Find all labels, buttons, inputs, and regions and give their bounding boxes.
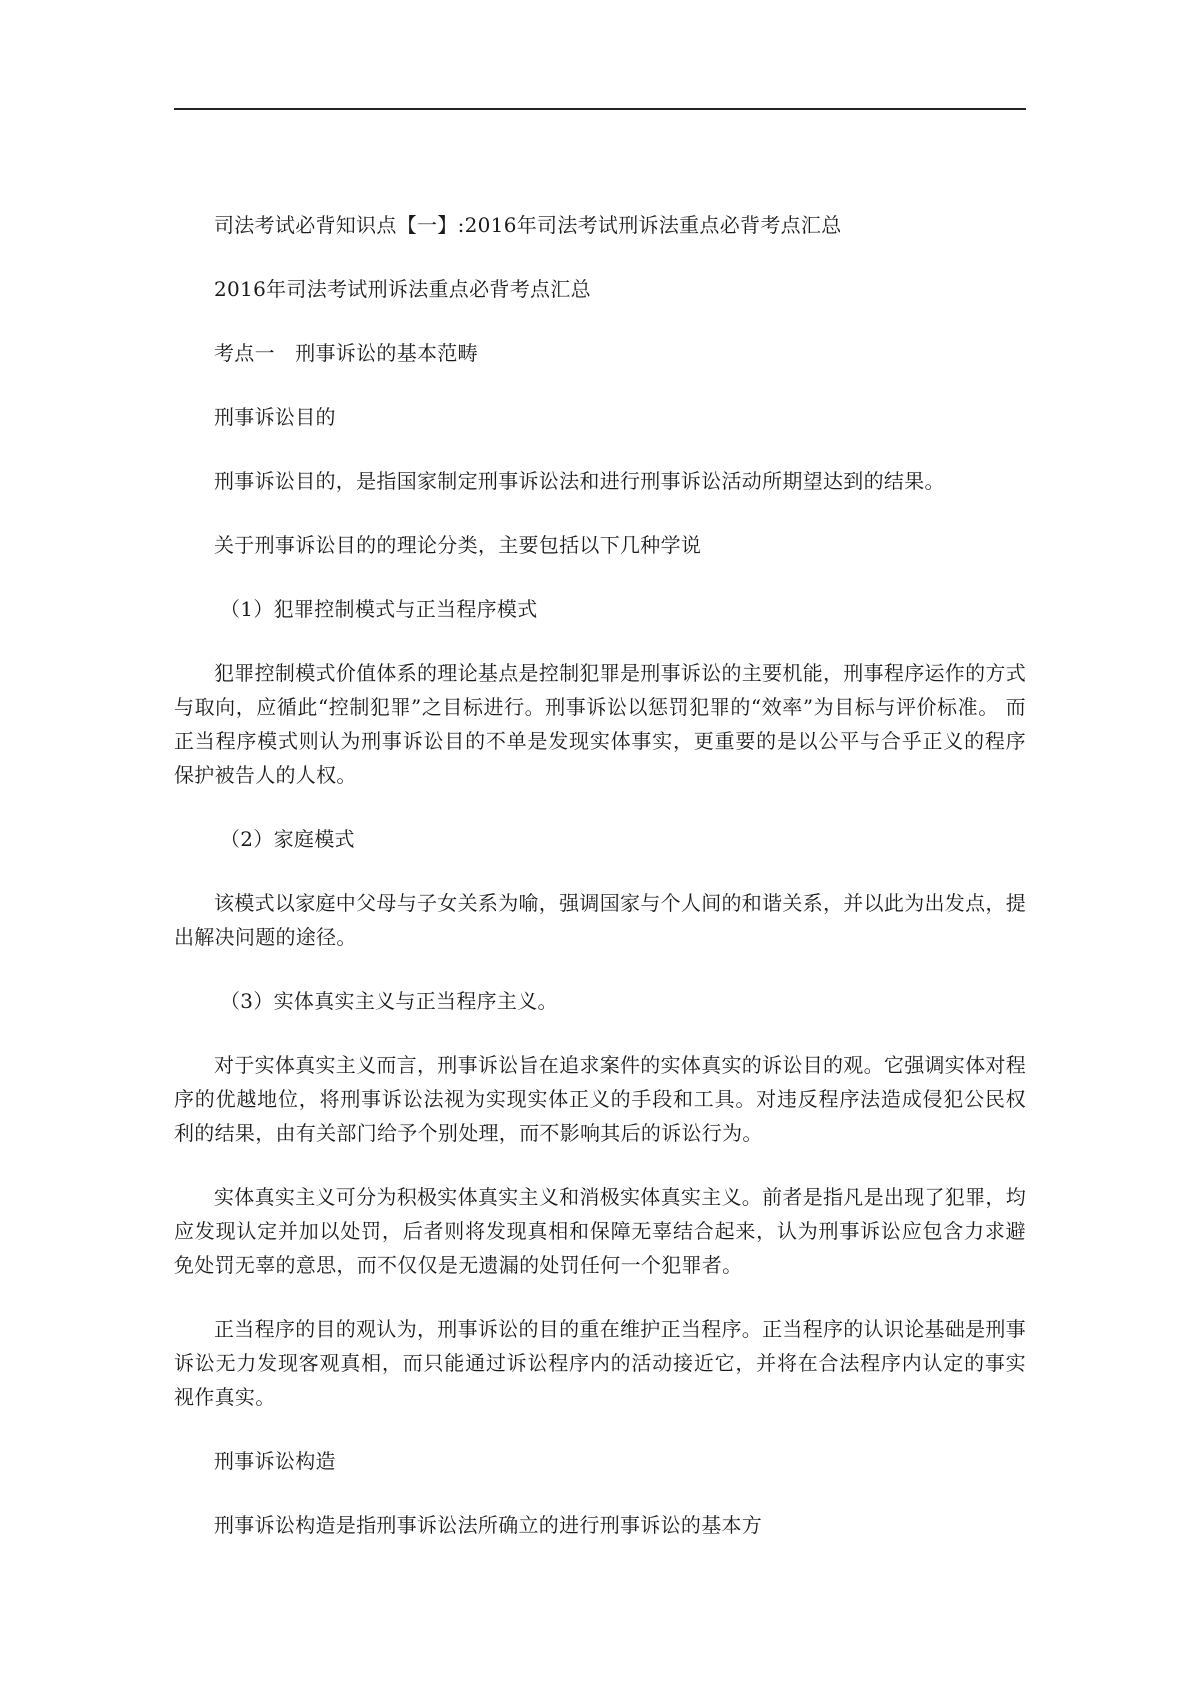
paragraph: 正当程序的目的观认为，刑事诉讼的目的重在维护正当程序。正当程序的认识论基础是刑事诉讼无力发现客观真相，而只能通过诉讼程序内的活动接近它，并将在合法程序内认定的事实视作真实。 (174, 1317, 1026, 1409)
document-subtitle: 2016年司法考试刑诉法重点必背考点汇总 (214, 277, 591, 301)
paragraph: 该模式以家庭中父母与子女关系为喻，强调国家与个人间的和谐关系，并以此为出发点，提出解决问题的途径。 (174, 891, 1026, 949)
list-heading: （3）实体真实主义与正当程序主义。 (220, 989, 558, 1013)
paragraph: 刑事诉讼构造是指刑事诉讼法所确立的进行刑事诉讼的基本方 (214, 1513, 763, 1537)
header-rule (174, 108, 1026, 110)
paragraph: 关于刑事诉讼目的的理论分类，主要包括以下几种学说 (214, 533, 702, 557)
subsection-heading: 刑事诉讼目的 (214, 405, 336, 429)
subsection-heading: 刑事诉讼构造 (214, 1449, 336, 1473)
list-heading: （2）家庭模式 (220, 827, 355, 851)
list-heading: （1）犯罪控制模式与正当程序模式 (220, 597, 538, 621)
document-body (174, 208, 1026, 1572)
paragraph: 犯罪控制模式价值体系的理论基点是控制犯罪是刑事诉讼的主要机能，刑事程序运作的方式与取向，应循此“控制犯罪”之目标进行。刑事诉讼以惩罚犯罪的“效率”为目标与评价标准。 而正当程序模式则认为刑事诉讼目的不单是发现实体事实，更重要的是以公平与合乎正义的程序保护被告人的人权。 (174, 661, 1026, 787)
document-title: 司法考试必背知识点【一】:2016年司法考试刑诉法重点必背考点汇总 (214, 213, 842, 237)
paragraph: 实体真实主义可分为积极实体真实主义和消极实体真实主义。前者是指凡是出现了犯罪，均应发现认定并加以处罚，后者则将发现真相和保障无辜结合起来，认为刑事诉讼应包含力求避免处罚无辜的意思，而不仅仅是无遗漏的处罚任何一个犯罪者。 (174, 1185, 1026, 1277)
paragraph: 刑事诉讼目的，是指国家制定刑事诉讼法和进行刑事诉讼活动所期望达到的结果。 (214, 469, 945, 493)
section-heading: 考点一 刑事诉讼的基本范畴 (214, 341, 478, 365)
paragraph: 对于实体真实主义而言，刑事诉讼旨在追求案件的实体真实的诉讼目的观。它强调实体对程序的优越地位，将刑事诉讼法视为实现实体正义的手段和工具。对违反程序法造成侵犯公民权利的结果，由有关部门给予个别处理，而不影响其后的诉讼行为。 (174, 1053, 1026, 1145)
